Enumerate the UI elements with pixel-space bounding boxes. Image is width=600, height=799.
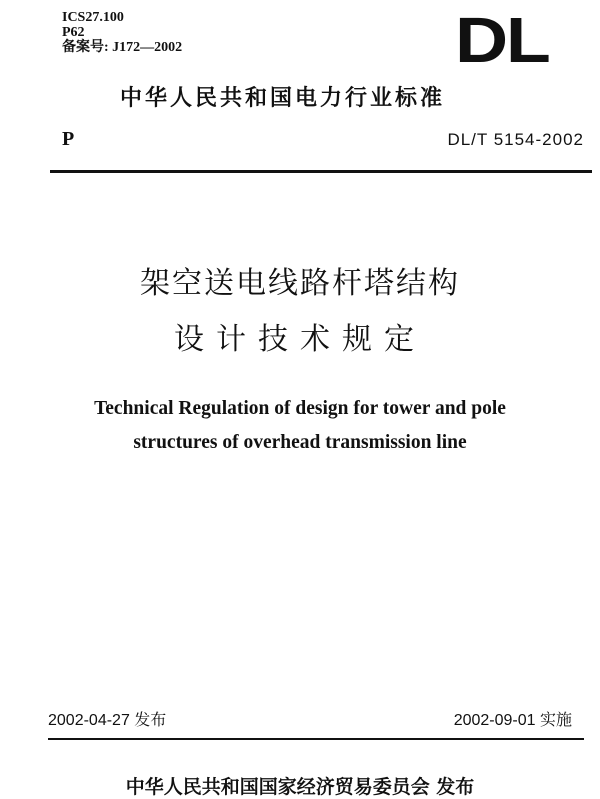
- top-divider: [50, 170, 592, 173]
- title-english: [0, 392, 600, 460]
- title-english-line2: structures of overhead transmission line: [133, 432, 467, 453]
- ccs-code: P62: [62, 25, 85, 40]
- category-letter: P: [62, 128, 75, 150]
- publisher: 中华人民共和国国家经济贸易委员会 发布: [125, 776, 475, 798]
- ics-code: ICS27.100: [62, 10, 124, 25]
- title-chinese-line2: 设计技术规定: [174, 322, 426, 357]
- record-number: 备案号: J172—2002: [62, 40, 183, 55]
- industry-standard-heading: 中华人民共和国电力行业标准: [120, 85, 446, 111]
- standard-number: DL/T 5154-2002: [447, 130, 584, 149]
- classification-block: [62, 10, 182, 55]
- dl-logo: DL: [455, 4, 549, 76]
- implementation-date: 2002-09-01 实施: [453, 712, 572, 729]
- issue-date: 2002-04-27 发布: [48, 712, 167, 729]
- title-chinese-line1: 架空送电线路杆塔结构: [140, 266, 460, 301]
- title-english-line1: Technical Regulation of design for tower and pole: [94, 398, 506, 419]
- bottom-divider: [48, 738, 584, 740]
